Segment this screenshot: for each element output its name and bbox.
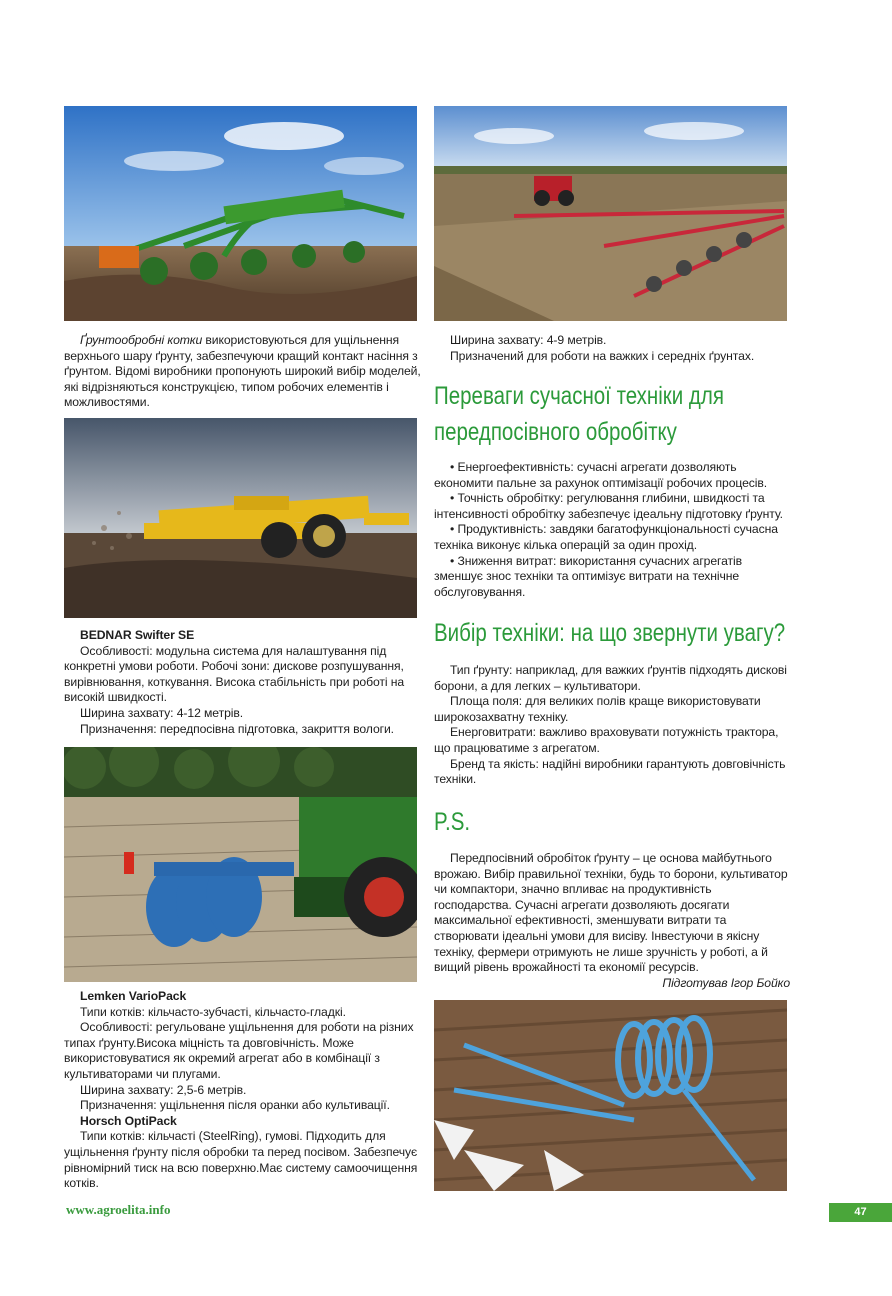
bednar-width: Ширина захвату: 4-12 метрів. (80, 705, 244, 720)
lemken-width: Ширина захвату: 2,5-6 метрів. (80, 1082, 247, 1097)
lemken-types: Типи котків: кільчасто-зубчасті, кільчасто-гладкі. (80, 1004, 346, 1019)
choice-list (434, 663, 790, 788)
choice-item: Енерговитрати: важливо враховувати потужність трактора, що працюватиме з агрегатом. (434, 725, 779, 755)
top-purpose: Призначений для роботи на важких і середніх ґрунтах. (450, 348, 755, 363)
bednar-title: BEDNAR Swifter SE (80, 628, 195, 642)
lemken-title: Lemken VarioPack (80, 989, 187, 1003)
choice-item: Бренд та якість: надійні виробники гарантують довговічність техніки. (434, 756, 786, 787)
choice-item: Площа поля: для великих полів краще використовувати широкозахватну техніку. (434, 694, 761, 724)
rollers-intro-text: використовуються для ущільнення верхнього шару ґрунту, забезпечуючи кращий контакт насіння з ґрунтом. Відомі виробники пропонують широкий вибір моделей, які відрізняються конструкцією, типом робочих елементів і можливостями. (64, 333, 421, 410)
page-number: 47 (829, 1203, 892, 1222)
top-width: Ширина захвату: 4-9 метрів. (450, 333, 607, 347)
choice-item: Тип ґрунту: наприклад, для важких ґрунтів підходять дискові борони, а для легких – культиватори. (434, 663, 787, 693)
advantage-item: • Енергоефективність: сучасні агрегати дозволяють економити пальне за рахунок оптимізації робочих процесів. (434, 460, 768, 490)
advantages-list (434, 460, 790, 600)
red-cultivator-photo (434, 106, 787, 321)
top-right-specs (434, 333, 792, 364)
lemken-horsch-block (64, 989, 422, 1192)
advantage-item: • Зниження витрат: використання сучасних агрегатів зменшує знос техніки та оптимізує витрати на технічне обслуговування. (434, 553, 742, 599)
horsch-title: Horsch OptiPack (80, 1113, 177, 1128)
horsch-text: Типи котків: кільчасті (SteelRing), гумові. Підходить для ущільнення ґрунту після обробки та перед посівом. Забезпечує рівномірний тиск на всю поверхню.Має систему самоочищення котків. (64, 1129, 418, 1191)
bednar-photo (64, 418, 417, 618)
blue-roller-photo (434, 1000, 787, 1191)
bednar-block (64, 628, 422, 737)
rollers-intro-italic: Ґрунтообробні котки (80, 333, 203, 347)
bednar-features: Особливості: модульна система для налаштування під конкретні умови роботи. Робочі зони: дискове розпушування, вирівнювання, коткування. Висока стабільність при роботі на високій швидкості. (64, 643, 405, 705)
ps-text: Передпосівний обробіток ґрунту – це основа майбутнього врожаю. Вибір правильної техніки, будь то борони, культиватор чи компактори, значно впливає на продуктивність господарства. Сучасні агрегати дозволяють досягати максимальної ефективності, зменшувати витрати та створювати ідеальні умови для висіву. Інвестуючи в якісну техніку, фермери отримують не лише зручність у роботі, а й вищий рівень врожайності та економії ресурсів. (434, 851, 788, 975)
rollers-intro (64, 333, 422, 411)
lemken-photo (64, 747, 417, 982)
ps-block (434, 851, 790, 991)
lemken-purpose: Призначення: ущільнення після оранки або культивації. (80, 1098, 390, 1113)
bednar-purpose: Призначення: передпосівна підготовка, закриття вологи. (80, 721, 394, 736)
lemken-features: Особливості: регульоване ущільнення для роботи на різних типах ґрунту.Висока міцність та довговічність. Може використовуватися як окремий агрегат або в комбінації з культиваторами чи плугами. (64, 1020, 414, 1081)
site-url[interactable]: www.agroelita.info (66, 1202, 171, 1217)
ps-heading: P.S. (434, 808, 471, 836)
advantages-heading: Переваги сучасної техніки для передпосівного обробітку (434, 382, 724, 446)
green-roller-photo (64, 106, 417, 321)
advantage-item: • Точність обробітку: регулювання глибини, швидкості та інтенсивності обробітку забезпечує ідеальну підготовку ґрунту. (434, 491, 783, 521)
author-credit: Підготував Ігор Бойко (662, 975, 790, 990)
advantage-item: • Продуктивність: завдяки багатофункціональності сучасна техніка виконує кілька операцій за один прохід. (434, 522, 778, 552)
choice-heading: Вибір техніки: на що звернути увагу? (434, 619, 786, 647)
